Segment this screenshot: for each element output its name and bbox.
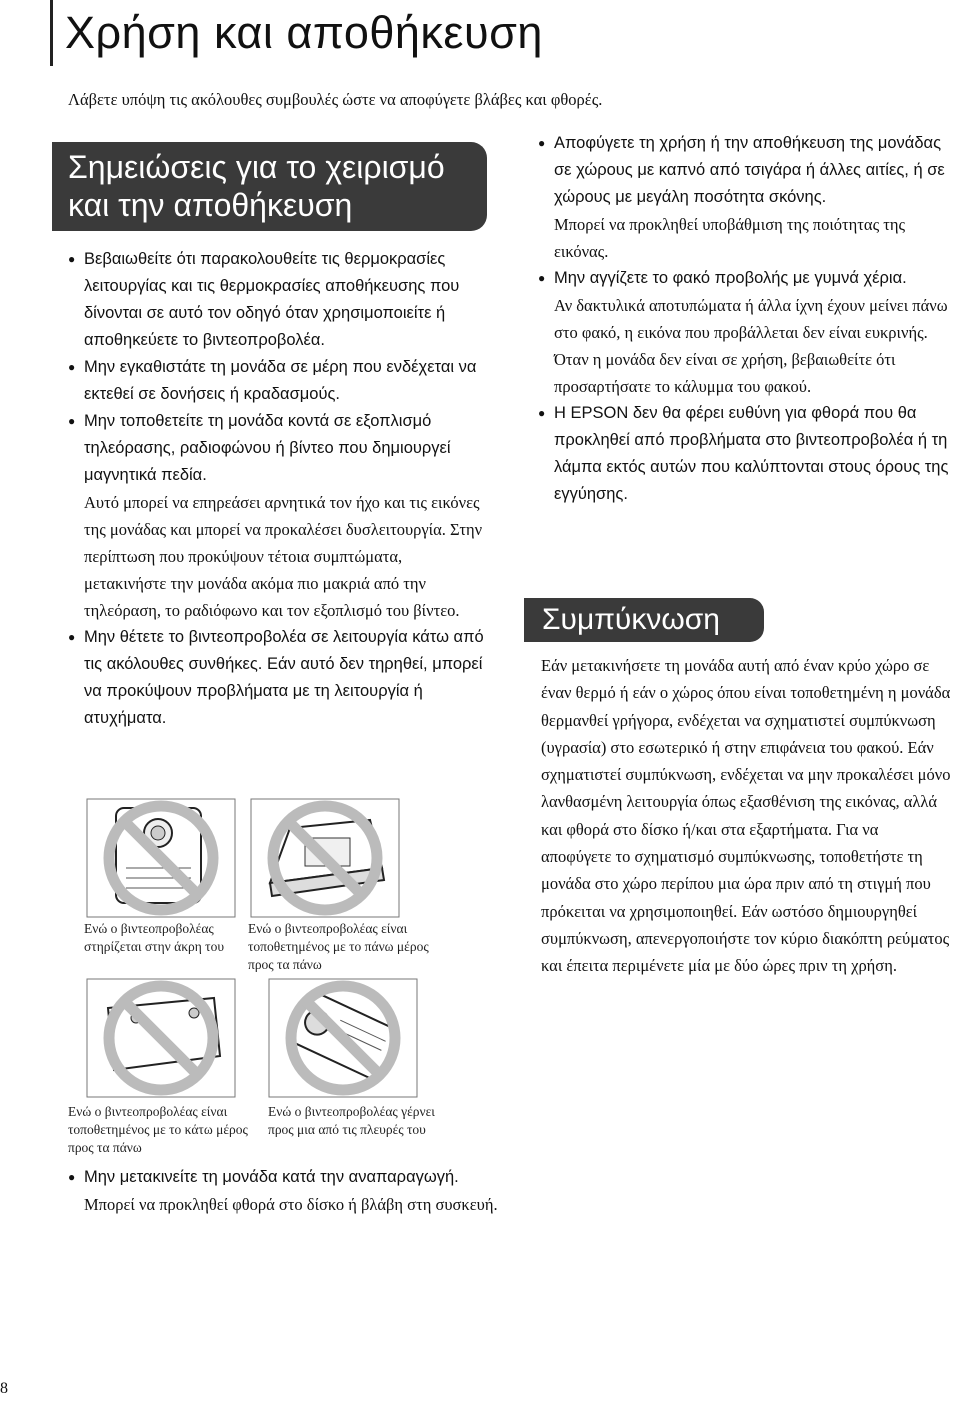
section-heading-condensation: Συμπύκνωση [524, 598, 764, 642]
figure-bottom-up [86, 978, 236, 1098]
bullet-icon: ● [538, 406, 546, 420]
condensation-text: Εάν μετακινήσετε τη μονάδα αυτή από έναν κρύο χώρο σε έναν θερμό ή εάν ο χώρος όπου είναι τοποθετημένη η μονάδα θερμανθεί γρήγορα, ενδέχεται να σχηματιστεί συμπύκνωση (υγρασία) στο εσωτερικό ή στην επιφάνεια του φακού. Εάν σχηματιστεί συμπύκνωση, ενδέχεται να μην προκαλέσει μόνο λανθασμένη λειτουργία όπως εξασθένιση της εικόνας, αλλά και φθορά στο δίσκο ή/και στα εξαρτήματα. Για να αποφύγετε το σχηματισμό συμπύκνωσης, τοποθετήστε τη μονάδα στο χώρο περίπου μια ώρα πριν από τη στιγμή που πρόκειται να χρησιμοποιηθεί. Εάν ωστόσο δημιουργηθεί συμπύκνωση, απενεργοποιήστε τον κύριο διακόπτη ρεύματος και έπειτα περιμένετε μία με δύο ώρες πριν τη χρήση. [541, 656, 951, 976]
list-item-note: Αυτό μπορεί να επηρεάσει αρνητικά τον ήχο και τις εικόνες της μονάδας και μπορεί να προκαλέσει δυσλειτουργία. Στην περίπτωση που προκύψουν τέτοια συμπτώματα, μετακινήστε την μονάδα ακόμα πιο μακριά από την τηλεόραση, το ραδιόφωνο και τον εξοπλισμό του βίντεο. [84, 493, 483, 620]
figure-top-up [250, 798, 400, 918]
list-item-text: Μην τοποθετείτε τη μονάδα κοντά σε εξοπλισμό τηλεόρασης, ραδιοφώνου ή βίντεο που δημιουργεί μαγνητικά πεδία. [84, 412, 451, 484]
bullet-icon: ● [68, 414, 76, 428]
section-heading-line2: και την αποθήκευση [68, 187, 353, 223]
left-column [68, 246, 488, 732]
bullet-icon: ● [68, 252, 76, 266]
figure-caption: Ενώ ο βιντεοπροβολέας είναι τοποθετημένος με το κάτω μέρος προς τα πάνω [68, 1104, 248, 1155]
section-heading-line1: Σημειώσεις για το χειρισμό [68, 149, 445, 185]
bullet-icon: ● [68, 630, 76, 644]
figure-caption: Ενώ ο βιντεοπροβολέας γέρνει προς μια από τις πλευρές του [268, 1104, 435, 1137]
list-item [68, 624, 488, 732]
figure-tilted [268, 978, 418, 1098]
list-item [538, 130, 950, 211]
projector-tilted-illustration [268, 978, 418, 1098]
list-item [68, 408, 488, 489]
left-column-bottom [68, 1164, 498, 1218]
page-number: 8 [0, 1380, 8, 1397]
list-item-note: Μπορεί να προκληθεί φθορά στο δίσκο ή βλάβη στη συσκευή. [84, 1195, 498, 1214]
section-heading-handling [52, 142, 487, 231]
bullet-icon: ● [538, 271, 546, 285]
right-column [538, 130, 950, 508]
list-item-note: Μπορεί να προκληθεί υποβάθμιση της ποιότητας της εικόνας. [554, 215, 906, 261]
list-item-text: Μην αγγίζετε το φακό προβολής με γυμνά χέρια. [554, 269, 907, 287]
list-item-text: Μην εγκαθιστάτε τη μονάδα σε μέρη που ενδέχεται να εκτεθεί σε δονήσεις ή κραδασμούς. [84, 358, 477, 403]
list-item-text: Βεβαιωθείτε ότι παρακολουθείτε τις θερμοκρασίες λειτουργίας και τις θερμοκρασίες αποθήκευσης που δίνονται σε αυτό τον οδηγό όταν χρησιμοποιείτε ή αποθηκεύετε το βιντεοπροβολέα. [84, 250, 460, 349]
figure-caption: Ενώ ο βιντεοπροβολέας είναι τοποθετημένος με το πάνω μέρος προς τα πάνω [248, 921, 429, 972]
list-item-text: Μην μετακινείτε τη μονάδα κατά την αναπαραγωγή. [84, 1168, 459, 1186]
list-item [68, 1164, 498, 1191]
intro-text: Λάβετε υπόψη τις ακόλουθες συμβουλές ώστε να αποφύγετε βλάβες και φθορές. [68, 90, 603, 109]
projector-top-up-illustration [250, 798, 400, 918]
bullet-icon: ● [68, 1170, 76, 1184]
list-item [538, 400, 950, 508]
list-item [68, 354, 488, 408]
list-item-note: Αν δακτυλικά αποτυπώματα ή άλλα ίχνη έχουν μείνει πάνω στο φακό, η εικόνα που προβάλλεται δεν είναι ευκρινής. Όταν η μονάδα δεν είναι σε χρήση, βεβαιωθείτε ότι προσαρτήσατε το κάλυμμα του φακού. [554, 296, 948, 396]
figure-caption: Ενώ ο βιντεοπροβολέας στηρίζεται στην άκρη του [84, 921, 225, 954]
projector-bottom-up-illustration [86, 978, 236, 1098]
list-item [538, 265, 950, 292]
list-item-text: Αποφύγετε τη χρήση ή την αποθήκευση της μονάδας σε χώρους με καπνό από τσιγάρα ή άλλες αιτίες, ή σε χώρους με μεγάλη ποσότητα σκόνης. [554, 134, 945, 206]
list-item-text: Η EPSON δεν θα φέρει ευθύνη για φθορά που θα προκληθεί από προβλήματα στο βιντεοπροβολέα ή τη λάμπα εκτός αυτών που καλύπτονται στους όρους της εγγύησης. [554, 404, 949, 503]
bullet-icon: ● [538, 136, 546, 150]
list-item [68, 246, 488, 354]
projector-on-side-illustration [86, 798, 236, 918]
list-item-text: Μην θέτετε το βιντεοπροβολέα σε λειτουργία κάτω από τις ακόλουθες συνθήκες. Εάν αυτό δεν τηρηθεί, μπορεί να προκύψουν προβλήματα με τη λειτουργία ή ατυχήματα. [84, 628, 484, 727]
page-title: Χρήση και αποθήκευση [65, 7, 543, 58]
figure-on-side [86, 798, 236, 918]
page-title-bar [50, 0, 933, 66]
prohibited-positions-figures [68, 798, 488, 1163]
bullet-icon: ● [68, 360, 76, 374]
